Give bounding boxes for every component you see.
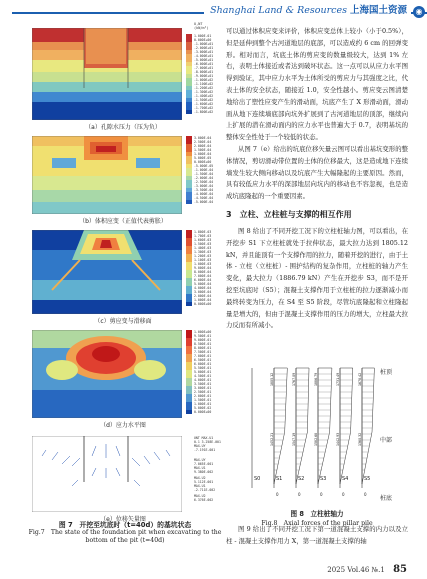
paragraph-9-block [226,524,408,548]
legend-color-bar [186,136,192,204]
figure-8-caption-en: Fig.8 Axial forces of the pillar pile [261,520,373,527]
fig7b-legend-values: 3.000E-04 2.500E-04 2.000E-04 1.500E-04 1.000E-04 5.000E-05 0.000E+00 -5.000E-05 -1.000E-04 -1.500E-04 -2.000E-04 -2.500E-04 -3.000E-04 -3.500E-04 -4.000E-04 -4.500E-04 -5.000E-04 [194,136,214,204]
fig8-label-top: 桩顶 [380,369,393,376]
body-text-column [226,26,408,332]
bottom-force-label: 0 [298,492,301,497]
mid-force-label: 1547.19 [292,432,296,446]
bottom-force-label: 0 [342,492,345,497]
shear-strain-contour [32,230,182,314]
legend-color-bar [186,330,192,414]
fig7e-annotation-1: UNT MAX.U1 0.1 3.258E-001 MAX.UY -7.191E-001 [194,436,221,452]
fig7-panel-d [28,330,218,429]
top-force-label: 1678.42 [358,372,362,386]
figure-8-pillar-axial-force [244,362,404,508]
fig7e-caption: （e）位移矢量图 [100,516,146,523]
bottom-force-label: 0 [320,492,323,497]
fig7b-caption: （b）体积应变（正值代表剪胀） [79,218,167,225]
fig7c-caption: （c）剪应变与滑移面 [94,318,152,325]
stress-level-contour [32,330,182,418]
figure-7-caption [20,519,230,545]
pore-pressure-contour [32,28,182,120]
page-number: 85 [393,564,407,575]
top-force-label: 1886.79 [314,372,318,386]
running-header [0,0,427,24]
fig7e-annotation-4: MAX.U2 6.376E-002 [194,494,214,502]
page-footer [327,564,407,575]
fig7d-caption: （d）应力水平图 [100,422,146,429]
stage-label: S5 [364,476,371,482]
fig7e-annotation-3: MAX.U2 5.112E-001 MAX.U1 -2.711E-002 [194,476,216,492]
fig7-panel-c [28,230,218,325]
displacement-vector-plot [32,436,182,512]
top-force-label: 1805.12 [270,372,274,386]
paragraph-1: 可以通过体积应变来评价，体积应变总体上较小（小于0.5%），但是延伸到整个古河道地层的底部，可以造成约 6 cm 的回弹变形。相对而言，坑底土体的剪应变的数量级较大，达到 1% 左右，表明土体接近或者达到破坏状态。这一点可以从应力水平图得到验证，其中应力水平为土体所受的剪应力与其强度之比，代表土体的安全状态，随接近 1.0，安全性越小。剪应变云图清楚地给出了塑性应变产生的滑动面，坑底产生了 X 形滑动面，滑动面从地下连续墙底部向坑外扩展到了古河道地层的顶部，继续向上扩展的潜在滑动面内的应力水平也普遍大于 0.7，表明基坑的整体安全性处于一个较低的状态。 [226,27,408,142]
fig7a-caption: （a）孔隙水压力（压为负） [85,124,161,131]
legend-swatch [186,302,192,306]
fig7c-legend-values: 1.800E-03 1.700E-03 1.600E-03 1.500E-03 1.400E-03 1.300E-03 1.200E-03 1.100E-03 1.000E-03 9.000E-04 8.000E-04 7.000E-04 6.000E-04 5.000E-04 4.000E-04 3.000E-04 2.000E-04 1.000E-04 0.000E+00 [194,230,212,306]
fig7e-annotation-2: MAX.UY 7.065E-001 MAX.U1 9.380E-002 [194,458,214,474]
fig7-panel-e [28,436,221,523]
stage-label: S3 [320,476,327,482]
legend-swatch [186,200,192,204]
bottom-force-label: 0 [364,492,367,497]
volumetric-strain-contour [32,136,182,214]
fig7a-legend-title: U,NT (kN/m²) [194,22,209,30]
stage-label: S1 [276,476,283,482]
paragraph-2: 从图 7（e）给出的坑底位移矢量云图可以看出基坑变形的整体情况，剪切滑动带位置的土体的位移最大，这是造成地下连续墙发生较大侧向移动以及坑底产生大幅隆起的主要原因。然而，具有较低应力水平的深部地层向坑内的移动也不容忽视，也是造成坑底隆起的一个重要因素。 [226,144,408,201]
section-3-heading: 3 立柱、立柱桩与支撑的相互作用 [226,209,352,219]
mid-force-label: 1360.32 [358,432,362,446]
stage-label: S2 [298,476,305,482]
top-force-label: 1767.09 [292,372,296,386]
fig7-panel-a [28,22,218,131]
journal-title-en: Shanghai Land & Resources [210,5,347,16]
issue-label: 2025 Vol.46 №.1 [327,566,385,574]
fig7-panel-b [28,136,218,225]
paragraph-3: 图 8 给出了不同开挖工况下的立柱桩轴力图，可以看出，在开挖步 S1 下立柱桩就处于拉伸状态，最大拉力达到 1805.12 kN，并且能顶有一个支撑作用的拉力，随着开挖的进行，由于土体 - 立柱（立柱桩）- 围护结构的复杂作用，立柱桩的轴力产生变化，最大拉力（1886.79 kN）产生在开挖步 S3，而不是开挖至坑底时（S5）；混凝土支撑作用于立柱桩的拉力逐渐减小而最终转变为压力，在 S4 至 S5 阶段，尽管坑底隆起和立柱隆起量是增大的，但由于混凝土支撑作用的压力的增大，立柱最大拉力反而有所减小。 [226,226,409,330]
journal-title-zh: 上海国土资源 [349,5,407,16]
fig8-label-mid: 中部 [380,437,393,444]
paragraph-9: 图 9 给出了不同开挖工况下第一道混凝土支撑的内力以及立柱 - 混凝土支撑作用力 X，第一道混凝土支撑的轴 [226,525,408,545]
figure-8-caption-zh: 图 8 立柱桩轴力 [290,510,344,518]
fig8-label-bottom: 桩底 [380,495,393,502]
figure-7-caption-en: Fig.7 The state of the foundation pit when excavating to the bottom of the pit (t=40d) [28,529,222,544]
legend-swatch [186,410,192,414]
stage-label: S4 [342,476,349,482]
figure-7-caption-zh: 图 7 开挖至坑底时（t=40d）的基坑状态 [58,521,192,529]
bottom-force-label: 0 [276,492,279,497]
legend-swatch [186,110,192,114]
top-force-label: 1731.49 [336,372,340,386]
mid-force-label: 1582.68 [314,432,318,446]
mid-force-label: 1452.21 [270,432,274,446]
legend-color-bar [186,34,192,114]
legend-color-bar [186,230,192,306]
stage-label: S0 [254,476,261,482]
fig7d-legend-values: 1.000E+00 9.500E-01 9.000E-01 8.500E-01 8.000E-01 7.500E-01 7.000E-01 6.500E-01 6.000E-01 5.500E-01 5.000E-01 4.500E-01 4.000E-01 3.500E-01 3.000E-01 2.500E-01 2.000E-01 1.500E-01 1.000E-01 5.000E-02 0.000E+00 [194,330,212,414]
journal-title [204,2,411,16]
journal-logo-icon: ◉ [413,6,425,18]
mid-force-label: 1442.93 [336,432,340,446]
fig7a-legend-values: 1.000E-01 0.000E+00 -1.000E+01 -2.000E+01 -3.000E+01 -4.000E+01 -5.000E+01 -6.000E+01 -7.000E+01 -8.000E+01 -9.000E+01 -1.000E+02 -1.100E+02 -1.200E+02 -1.300E+02 -1.400E+02 -1.500E+02 -1.600E+02 -1.700E+02 -1.800E+02 [194,34,214,114]
